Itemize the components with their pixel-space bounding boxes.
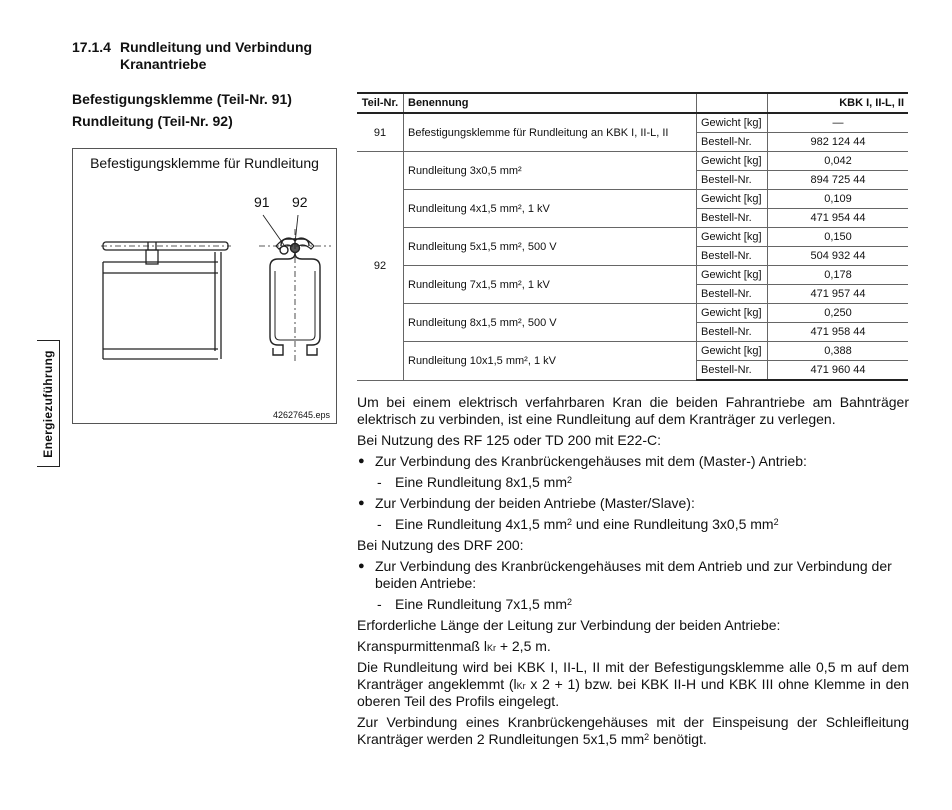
subheading-clamp: Befestigungsklemme (Teil-Nr. 91) <box>72 91 292 107</box>
cell-designation: Befestigungsklemme für Rundleitung an KBK I, II-L, II <box>404 113 697 152</box>
cell-order-label: Bestell-Nr. <box>697 323 768 342</box>
cell-weight: 0,388 <box>768 342 909 361</box>
callout-92: 92 <box>292 194 308 210</box>
cell-weight: 0,042 <box>768 152 909 171</box>
rf-dash-2b: und eine Rundleitung 3x0,5 mm <box>572 516 774 532</box>
list-item <box>357 596 909 613</box>
cell-order-label: Bestell-Nr. <box>697 361 768 381</box>
rf-bullet-1: Zur Verbindung des Kranbrückengehäuses mit dem (Master-) Antrieb: <box>375 453 807 469</box>
cell-order-label: Bestell-Nr. <box>697 209 768 228</box>
list-item <box>357 516 909 533</box>
cell-order-label: Bestell-Nr. <box>697 133 768 152</box>
cell-designation: Rundleitung 5x1,5 mm², 500 V <box>404 228 697 266</box>
final-post: benötigt. <box>649 731 707 747</box>
rf-heading: Bei Nutzung des RF 125 oder TD 200 mit E22-C: <box>357 432 662 448</box>
cell-designation: Rundleitung 10x1,5 mm², 1 kV <box>404 342 697 381</box>
list-item <box>357 453 909 470</box>
cell-weight: 0,109 <box>768 190 909 209</box>
cell-designation: Rundleitung 7x1,5 mm², 1 kV <box>404 266 697 304</box>
superscript-2: 2 <box>567 517 573 527</box>
cell-order: 471 960 44 <box>768 361 909 381</box>
header-kbk: KBK I, II-L, II <box>768 93 909 113</box>
cell-designation: Rundleitung 3x0,5 mm² <box>404 152 697 190</box>
cell-part-no: 92 <box>357 152 404 381</box>
rail-profile-section <box>259 215 331 364</box>
superscript-2: 2 <box>567 475 573 485</box>
cell-order: 471 957 44 <box>768 285 909 304</box>
list-item <box>357 495 909 512</box>
length-heading: Erforderliche Länge der Leitung zur Verbindung der beiden Antriebe: <box>357 617 781 633</box>
figure-box <box>72 148 337 424</box>
cell-weight-label: Gewicht [kg] <box>697 228 768 247</box>
cell-weight-label: Gewicht [kg] <box>697 266 768 285</box>
cell-order-label: Bestell-Nr. <box>697 171 768 190</box>
cell-weight-label: Gewicht [kg] <box>697 113 768 133</box>
table-header-row <box>357 93 908 113</box>
final-paragraph <box>357 714 909 748</box>
body-text <box>357 394 909 752</box>
clamp-drawing <box>73 149 338 425</box>
clamp-paragraph <box>357 659 909 710</box>
table-row <box>357 342 908 361</box>
section-title-line1: Rundleitung und Verbindung <box>120 39 313 55</box>
section-heading <box>72 39 312 73</box>
cell-weight-label: Gewicht [kg] <box>697 152 768 171</box>
cell-weight-label: Gewicht [kg] <box>697 342 768 361</box>
cell-weight: — <box>768 113 909 133</box>
final-pre: Zur Verbindung eines Kranbrückengehäuses mit der Einspeisung der Schleifleitung Kranträger werden 2 Rundleitungen 5x1,5 mm <box>357 714 909 747</box>
length-formula-pre: Kranspurmittenmaß l <box>357 638 487 654</box>
section-title-line2: Kranantriebe <box>120 56 207 72</box>
header-type <box>697 93 768 113</box>
table-row <box>357 266 908 285</box>
drf-dash-1: Eine Rundleitung 7x1,5 mm <box>395 596 567 612</box>
table-row <box>357 304 908 323</box>
drf-bullet-1: Zur Verbindung des Kranbrückengehäuses mit dem Antrieb und zur Verbindung der beiden Antriebe: <box>375 558 892 591</box>
cell-order-label: Bestell-Nr. <box>697 285 768 304</box>
rail-side-view <box>101 242 231 359</box>
length-formula <box>357 638 909 655</box>
superscript-2: 2 <box>773 517 779 527</box>
side-chapter-label: Energiezuführung <box>41 349 55 458</box>
subscript-kr: Kr <box>486 643 496 653</box>
side-chapter-tab <box>37 340 60 467</box>
cell-order: 894 725 44 <box>768 171 909 190</box>
cell-order: 982 124 44 <box>768 133 909 152</box>
callout-91: 91 <box>254 194 270 210</box>
clamp-post: x 2 + 1) bzw. bei KBK II-H und KBK III ohne Klemme in den oberen Teil des Profils eingelegt. <box>357 676 910 709</box>
list-item <box>357 558 909 592</box>
clamp-pre: Die Rundleitung wird bei KBK I, II-L, II mit der Befestigungsklemme alle 0,5 m auf dem Kranträger angeklemmt (l <box>357 659 909 692</box>
length-formula-post: + 2,5 m. <box>495 638 551 654</box>
cell-part-no: 91 <box>357 113 404 152</box>
cell-order: 504 932 44 <box>768 247 909 266</box>
intro-paragraph: Um bei einem elektrisch verfahrbaren Kran die beiden Fahrantriebe am Bahnträger elektrisch zu verbinden, ist eine Rundleitung auf dem Kranträger zu verlegen. <box>357 394 909 427</box>
cell-order: 471 954 44 <box>768 209 909 228</box>
parts-table <box>357 92 908 381</box>
rf-dash-1: Eine Rundleitung 8x1,5 mm <box>395 474 567 490</box>
cell-designation: Rundleitung 8x1,5 mm², 500 V <box>404 304 697 342</box>
cell-weight-label: Gewicht [kg] <box>697 304 768 323</box>
figure-file-caption: 42627645.eps <box>272 410 330 420</box>
cell-order: 471 958 44 <box>768 323 909 342</box>
subscript-kr: Kr <box>516 681 526 691</box>
cell-designation: Rundleitung 4x1,5 mm², 1 kV <box>404 190 697 228</box>
rf-bullet-2: Zur Verbindung der beiden Antriebe (Master/Slave): <box>375 495 695 511</box>
header-part-no: Teil-Nr. <box>357 93 404 113</box>
section-number: 17.1.4 <box>72 39 111 55</box>
cell-weight: 0,150 <box>768 228 909 247</box>
cell-order-label: Bestell-Nr. <box>697 247 768 266</box>
rf-dash-2a: Eine Rundleitung 4x1,5 mm <box>395 516 567 532</box>
list-item <box>357 474 909 491</box>
subheading-cable: Rundleitung (Teil-Nr. 92) <box>72 113 233 129</box>
cell-weight: 0,250 <box>768 304 909 323</box>
superscript-2: 2 <box>644 732 650 742</box>
cell-weight-label: Gewicht [kg] <box>697 190 768 209</box>
table-row <box>357 152 908 171</box>
table-row <box>357 228 908 247</box>
table-row <box>357 190 908 209</box>
drf-heading: Bei Nutzung des DRF 200: <box>357 537 524 553</box>
cell-weight: 0,178 <box>768 266 909 285</box>
figure-title: Befestigungsklemme für Rundleitung <box>90 155 319 171</box>
superscript-2: 2 <box>567 597 573 607</box>
header-designation: Benennung <box>404 93 697 113</box>
table-row <box>357 113 908 133</box>
